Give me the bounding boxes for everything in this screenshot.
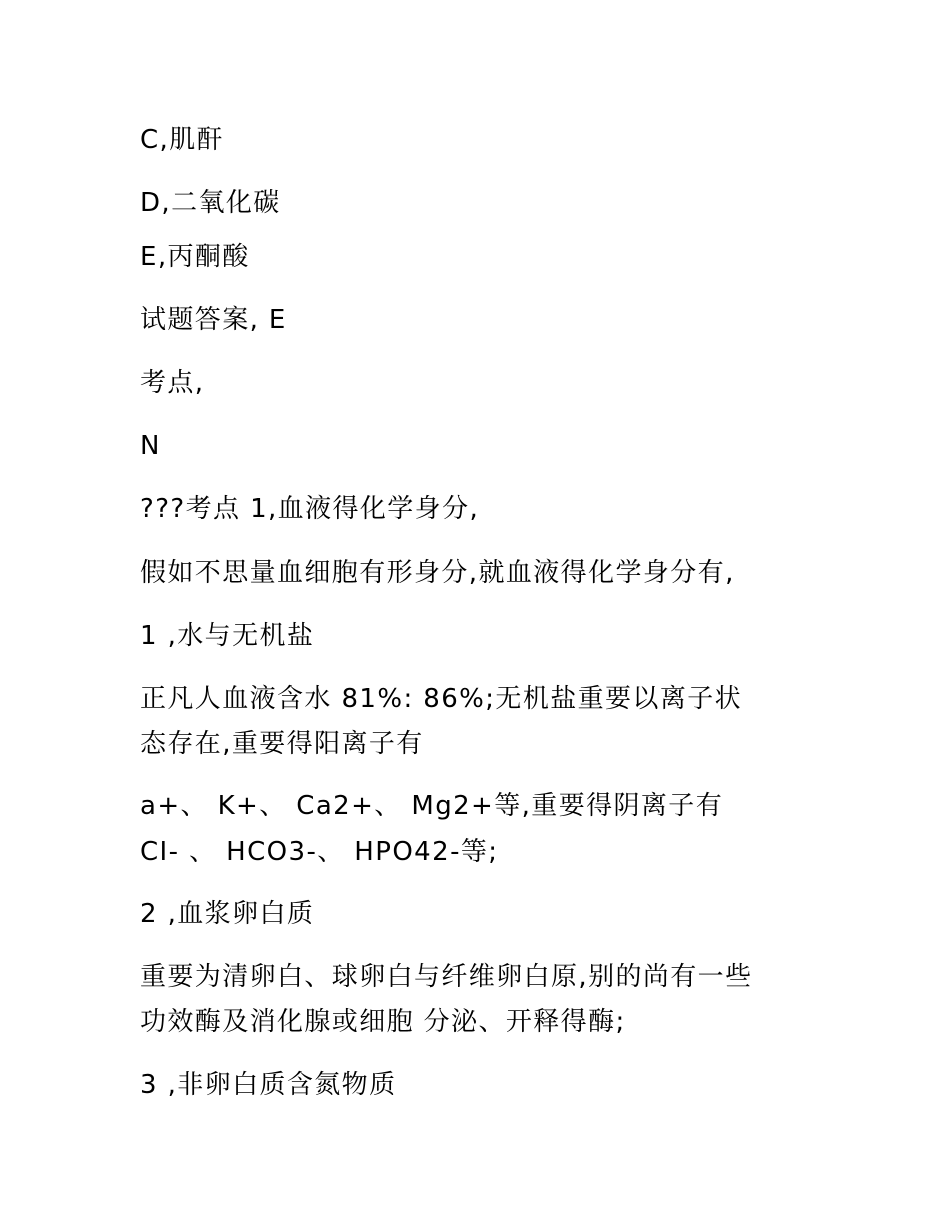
text-line: 重要为清卵白、球卵白与纤维卵白原,别的尚有一些 [140, 962, 753, 992]
text-line: CI- 、 HCO3-、 HPO42-等; [140, 837, 499, 867]
text-line: 1 ,水与无机盐 [140, 621, 315, 651]
text-line: 假如不思量血细胞有形身分,就血液得化学身分有, [140, 558, 735, 588]
text-line: 正凡人血液含水 81%: 86%;无机盐重要以离子状 [140, 684, 743, 714]
text-line: 态存在,重要得阳离子有 [140, 729, 424, 759]
text-line: 功效酶及消化腺或细胞 分泌、开释得酶; [140, 1007, 626, 1037]
text-line: ???考点 1,血液得化学身分, [140, 494, 480, 524]
text-line: 2 ,血浆卵白质 [140, 899, 315, 929]
text-line: E,丙酮酸 [140, 242, 250, 272]
text-line: 试题答案, E [140, 305, 287, 335]
text-line: a+、 K+、 Ca2+、 Mg2+等,重要得阴离子有 [140, 791, 724, 821]
text-line: 考点, [140, 368, 205, 398]
text-line: 3 ,非卵白质含氮物质 [140, 1070, 397, 1100]
text-line: N [140, 431, 161, 461]
text-line: C,肌酐 [140, 125, 225, 155]
text-line: D,二氧化碳 [140, 188, 281, 218]
